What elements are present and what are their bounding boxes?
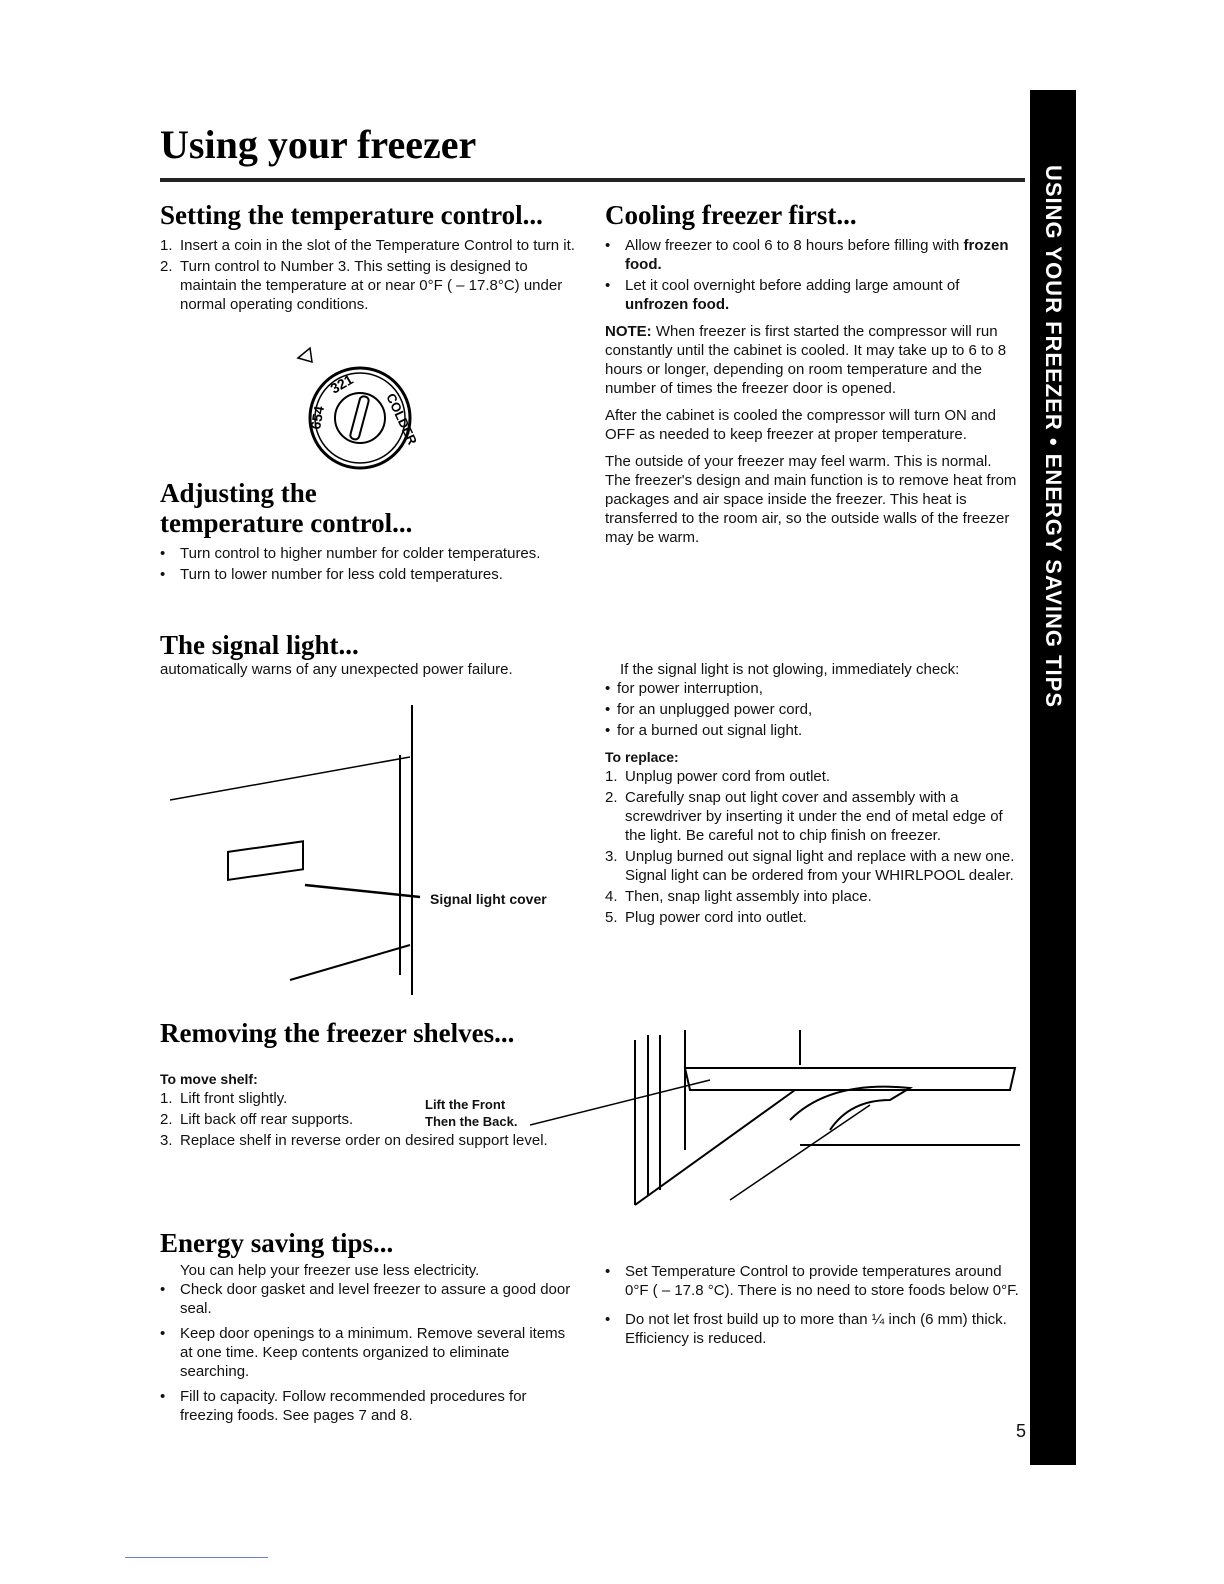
page-number: 5 [1016, 1421, 1027, 1441]
shelves-heading: Removing the freezer shelves... [160, 1018, 515, 1048]
list-item [605, 887, 1017, 906]
bullet-text: for power interruption, [617, 680, 763, 697]
hand-icon [790, 1087, 910, 1130]
list-item: • Turn control to higher number for colder temperatures. [160, 545, 541, 562]
dial-word: COLDER [383, 390, 421, 448]
temperature-dial-figure [290, 340, 430, 470]
signal-heading: The signal light... [160, 630, 359, 660]
dial-slot [349, 395, 369, 440]
step-number: 4. [605, 888, 618, 905]
step-text: Unplug power cord from outlet. [625, 768, 831, 785]
step-number: 3. [605, 848, 618, 865]
bottom-rule [125, 1557, 268, 1558]
step-number: 3. [160, 1132, 173, 1149]
step-text: Lift back off rear supports. [180, 1111, 354, 1128]
callout-then-back: Then the Back. [425, 1114, 518, 1129]
signal-light-cover-icon [228, 841, 303, 880]
cooling-section [605, 200, 1017, 555]
list-item: • Set Temperature Control to provide temperatures around 0°F ( – 17.8 °C). There is no need to store foods below 0°F. [605, 1263, 1019, 1299]
bullet-text: Check door gasket and level freezer to assure a good door seal. [180, 1281, 571, 1317]
check-intro: If the signal light is not glowing, immediately check: [620, 661, 960, 678]
step-text: Carefully snap out light cover and assembly with a screwdriver by inserting it under the end of metal edge of the light. Be careful not to chip finish on freezer. [625, 789, 1003, 844]
move-shelf-label: To move shelf: [160, 1071, 258, 1087]
list-item [605, 788, 1017, 845]
step-text: Unplug burned out signal light and replace with a new one. Signal light can be ordered from your WHIRLPOOL dealer. [625, 848, 1015, 884]
energy-heading: Energy saving tips... [160, 1228, 394, 1258]
list-item [605, 908, 1017, 927]
note-label: NOTE: [605, 323, 652, 340]
list-item: • for an unplugged power cord, [605, 701, 813, 718]
adjusting-heading-1: Adjusting the [160, 478, 317, 508]
side-tab-label: USING YOUR FREEZER • ENERGY SAVING TIPS [1041, 165, 1066, 709]
list-item: • for a burned out signal light. [605, 722, 803, 739]
list-item [160, 236, 580, 255]
bullet-text: Fill to capacity. Follow recommended procedures for freezing foods. See pages 7 and 8. [180, 1388, 527, 1424]
dial-numbers: 321 [327, 371, 356, 397]
paragraph: After the cabinet is cooled the compressor will turn ON and OFF as needed to keep freezer at proper temperature. [605, 407, 997, 443]
step-text: Replace shelf in reverse order on desired support level. [180, 1132, 548, 1149]
page-title: Using your freezer [160, 122, 477, 167]
step-number: 1. [160, 237, 173, 254]
bullet-bold: frozen food. [625, 237, 1009, 273]
signal-light-figure [170, 705, 440, 1000]
list-item: • Check door gasket and level freezer to assure a good door seal. [160, 1281, 571, 1317]
shelf-icon [685, 1068, 1015, 1090]
list-item: • Fill to capacity. Follow recommended procedures for freezing foods. See pages 7 and 8. [160, 1388, 527, 1424]
list-item: • Let it cool overnight before adding large amount of unfrozen food. [605, 277, 960, 313]
pointer-icon [298, 348, 312, 362]
list-item [605, 767, 1017, 786]
cooling-heading: Cooling freezer first... [605, 200, 857, 230]
bullet-text: Do not let frost build up to more than ¼ inch (6 mm) thick. Efficiency is reduced. [625, 1311, 1007, 1347]
shelves-section [160, 1018, 590, 1152]
list-item [160, 257, 580, 314]
list-item: • Turn to lower number for less cold temperatures. [160, 566, 503, 583]
bullet-text: Turn control to higher number for colder temperatures. [180, 545, 541, 562]
paragraph: The outside of your freezer may feel warm. This is normal. The freezer's design and main function is to remove heat from packages and air space inside the freezer. This heat is transferred to the room air, so the outside walls of the freezer may be warm. [605, 453, 1017, 546]
step-text: Turn control to Number 3. This setting is designed to maintain the temperature at or near 0°F ( – 17.8°C) under normal operating conditions. [180, 258, 563, 313]
list-item: • Allow freezer to cool 6 to 8 hours before filling with frozen food. [605, 237, 1009, 273]
bullet-text: Allow freezer to cool 6 to 8 hours before filling with [625, 237, 964, 254]
list-item [160, 1110, 590, 1129]
bullet-text: Let it cool overnight before adding large amount of [625, 277, 960, 294]
step-number: 1. [160, 1090, 173, 1107]
list-item [160, 1089, 590, 1108]
signal-check-section [605, 660, 1017, 929]
bullet-bold: unfrozen food. [625, 296, 730, 313]
signal-light-label: Signal light cover [430, 891, 547, 907]
step-number: 5. [605, 909, 618, 926]
shelf-removal-figure [530, 1030, 1030, 1210]
list-item: • Do not let frost build up to more than ¼ inch (6 mm) thick. Efficiency is reduced. [605, 1311, 1007, 1347]
energy-intro: You can help your freezer use less electricity. [180, 1262, 480, 1279]
list-item: • for power interruption, [605, 680, 763, 697]
step-number: 2. [160, 1111, 173, 1128]
adjusting-section [160, 478, 580, 586]
replace-label: To replace: [605, 749, 679, 765]
bullet-text: Set Temperature Control to provide temperatures around 0°F ( – 17.8 °C). There is no need to store foods below 0°F. [625, 1263, 1019, 1299]
energy-right-section [605, 1262, 1025, 1350]
energy-section [160, 1228, 580, 1427]
setting-heading: Setting the temperature control... [160, 200, 543, 230]
step-text: Plug power cord into outlet. [625, 909, 807, 926]
step-number: 2. [160, 258, 173, 275]
list-item: • Keep door openings to a minimum. Remove several items at one time. Keep contents organized to eliminate searching. [160, 1325, 566, 1380]
svg-text:654: 654 [307, 404, 328, 431]
step-text: Lift front slightly. [180, 1090, 288, 1107]
signal-section [160, 630, 580, 687]
bullet-text: for an unplugged power cord, [617, 701, 813, 718]
callout-lift-front: Lift the Front [425, 1097, 506, 1112]
setting-section [160, 200, 580, 316]
step-number: 2. [605, 789, 618, 806]
step-number: 1. [605, 768, 618, 785]
list-item [605, 847, 1017, 885]
bullet-text: for a burned out signal light. [617, 722, 803, 739]
adjusting-heading-2: temperature control... [160, 508, 413, 538]
note-text: When freezer is first started the compressor will run constantly until the cabinet is cooled. It may take up to 6 to 8 hours or longer, depending on room temperature and the number of times the freezer door is opened. [605, 323, 1007, 397]
list-item [160, 1131, 590, 1150]
note-paragraph [605, 322, 1017, 398]
step-text: Then, snap light assembly into place. [625, 888, 872, 905]
title-rule [160, 178, 1025, 182]
bullet-text: Keep door openings to a minimum. Remove several items at one time. Keep contents organized to eliminate searching. [180, 1325, 566, 1380]
step-text: Insert a coin in the slot of the Temperature Control to turn it. [180, 237, 575, 254]
bullet-text: Turn to lower number for less cold temperatures. [180, 566, 503, 583]
signal-intro: automatically warns of any unexpected power failure. [160, 661, 513, 678]
side-tab [1030, 90, 1076, 1465]
